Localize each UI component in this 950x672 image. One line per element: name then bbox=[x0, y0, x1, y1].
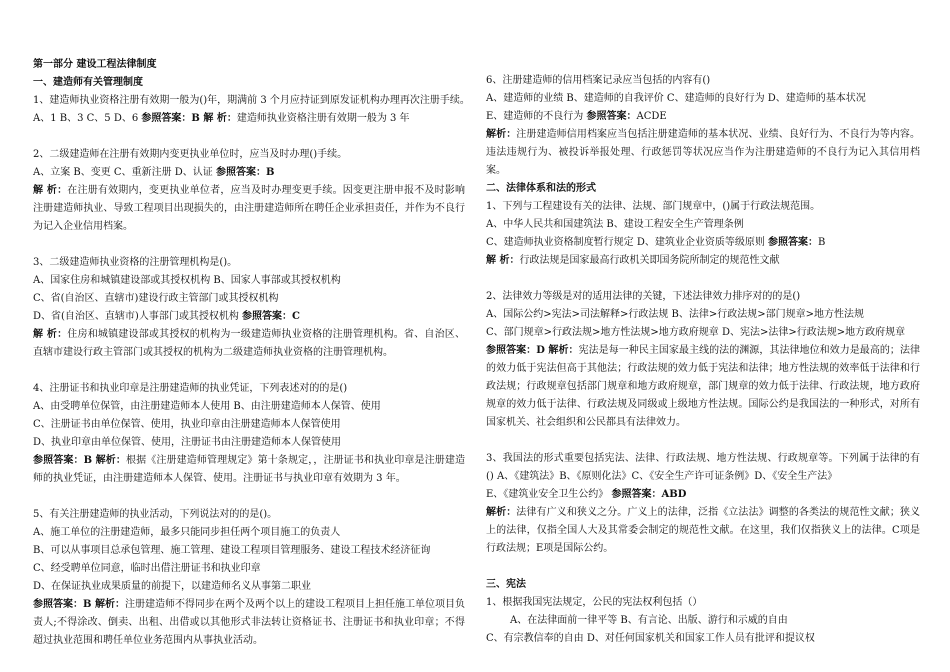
question-option-c: C、建造师执业资格制度暂行规定 D、建筑业企业资质等级原则 bbox=[486, 237, 769, 248]
explanation-text: 注册建造师不得同步在两个及两个以上的建设工程项目上担任施工单位项目负责人;不得涂改、倒卖、出租、出借或以其他形式非法转让资格证书、注册证书和执业印章；不得超过执业范围和聘任单位业务范围内从事执业活动。 bbox=[33, 599, 466, 646]
section-title: 三、宪法 bbox=[486, 579, 526, 590]
question-stem: 2、法律效力等级是对的适用法律的关键，下述法律效力排序对的的是() bbox=[486, 291, 801, 302]
answer-text: 建造师执业资格注册有效期一般为 3 年 bbox=[236, 113, 410, 124]
explanation-text: 行政法规是国家最高行政机关即国务院所制定的规范性文献 bbox=[519, 255, 780, 266]
question-options: A、立案 B、变更 C、重新注册 D、认证 bbox=[33, 167, 216, 178]
answer-label: 参照答案：B 解析： bbox=[33, 599, 125, 610]
spacer bbox=[486, 558, 920, 576]
answer-label: 参照答案：ABD bbox=[611, 489, 687, 500]
question-option: A、国际公约>宪法>司法解释>行政法规 B、法律>行政法规>部门规章>地方性法规 bbox=[486, 309, 865, 320]
question-option: C、经受聘单位同意，临时出借注册证书和执业印章 bbox=[33, 563, 261, 574]
question-stem: 1、下列与工程建设有关的法律、法规、部门规章中，()属于行政法规范围。 bbox=[486, 201, 821, 212]
question-option: A、中华人民共和国建筑法 B、建设工程安全生产管理条例 bbox=[486, 219, 744, 230]
question-option-e: E、建造师的不良行为 bbox=[486, 111, 587, 122]
question-option: B、可以从事项目总承包管理、施工管理、建设工程项目管理服务、建设工程技术经济征询 bbox=[33, 545, 431, 556]
answer-label: 参照答案：C bbox=[242, 311, 300, 322]
question-option: A、由受聘单位保管，由注册建造师本人使用 B、由注册建造师本人保管、使用 bbox=[33, 401, 381, 412]
explanation bbox=[33, 182, 465, 236]
spacer bbox=[486, 432, 920, 450]
question-stem: 2、二级建造师在注册有效期内变更执业单位时，应当及时办理()手续。 bbox=[33, 149, 348, 160]
explanation bbox=[486, 342, 920, 432]
spacer bbox=[33, 362, 465, 380]
part-title: 第一部分 建设工程法律制度 bbox=[33, 59, 157, 70]
explanation bbox=[486, 126, 920, 180]
question-stem: 3、我国法的形式重要包括宪法、法律、行政法规、地方性法规、行政规章等。下列属于法律的有() A、《建筑法》B、《原则化法》C、《安全生产许可证条例》D、《安全生产法》 bbox=[486, 453, 920, 482]
question-answer bbox=[486, 234, 920, 252]
question-stem: 1、建造师执业资格注册有效期一般为()年，期满前 3 个月应持证到原发证机构办理再次注册手续。 bbox=[33, 95, 470, 106]
answer-label: 参照答案： bbox=[586, 111, 637, 122]
explanation-text: 根据《注册建造师管理规定》第十条规定，，注册证书和执业印章是注册建造师的执业凭证，由注册建造师本人保管、使用。注册证书与执业印章有效期为 3 年。 bbox=[33, 455, 466, 484]
question-option: C、有宗教信奉的自由 D、对任何国家机关和国家工作人员有批评和提议权 bbox=[486, 633, 815, 644]
question-option: C、注册证书由单位保管、使用，执业印章由注册建造师本人保管使用 bbox=[33, 419, 341, 430]
explanation bbox=[33, 326, 465, 362]
explanation-label: 解析： bbox=[486, 507, 517, 518]
spacer bbox=[33, 488, 465, 506]
spacer bbox=[33, 128, 465, 146]
question-stem: 1、根据我国宪法规定，公民的宪法权利包括（） bbox=[486, 597, 703, 608]
question-option: D、在保证执业成果质量的前提下，以建造师名义从事第二职业 bbox=[33, 581, 312, 592]
question-option: A、在法律面前一律平等 B、有言论、出版、游行和示威的自由 bbox=[510, 615, 788, 626]
spacer bbox=[486, 270, 920, 288]
section-title: 二、法律体系和法的形式 bbox=[486, 183, 596, 194]
explanation-text: 住房和城镇建设部或其授权的机构为一级建造师执业资格的注册管理机构。省、自治区、直辖市建设行政主管部门或其授权的机构为二级建造师执业资格的注册管理机构。 bbox=[33, 329, 466, 358]
explanation-label: 解析： bbox=[486, 129, 517, 140]
explanation-label: 解 析： bbox=[33, 185, 68, 196]
question-option: D、执业印章由单位保管、使用，注册证书由注册建造师本人保管使用 bbox=[33, 437, 342, 448]
explanation-text: 宪法是每一种民主国家最主线的法的渊源，其法律地位和效力是最高的；法律的效力低于宪法但高于其他法；行政法规的效力低于宪法和法律；地方性法规的效率低于法律和行政法规；行政规章包括部门规章和地方政府规章，部门规章的效力低于法律、行政法规，地方政府规章的效力低于法律、行政法规及同级或上级地方性法规。国际公约是我国法的一种形式，对所有国家机关、社会组织和公民都具有法律效力。 bbox=[486, 345, 921, 428]
explanation-text: 在注册有效期内，变更执业单位者，应当及时办理变更手续。因变更注册申报不及时影响注册建造师执业、导致工程项目出现损失的，由注册建造师所在聘任企业承担责任，并作为不良行为记入企业信用档案。 bbox=[33, 185, 466, 232]
question-option-d: D、省(自治区、直辖市)人事部门或其授权机构 bbox=[33, 311, 242, 322]
question-option: A、施工单位的注册建造师，最多只能同步担任两个项目施工的负责人 bbox=[33, 527, 341, 538]
explanation bbox=[486, 504, 920, 558]
explanation bbox=[486, 252, 920, 270]
spacer bbox=[33, 236, 465, 254]
question-answer bbox=[486, 486, 920, 504]
question-answer bbox=[33, 110, 465, 128]
right-column bbox=[486, 72, 920, 648]
left-column bbox=[33, 56, 470, 650]
explanation-text: 法律有广义和狭义之分。广义上的法律，泛指《立法法》调整的各类法的规范性文献；狭义上的法律，仅指全国人大及其常委会制定的规范性文献。在这里，我们仅指狭义上的法律。C项是行政法规；E项是国际公约。 bbox=[486, 507, 921, 554]
answer-label: 参照答案： bbox=[768, 237, 819, 248]
answer-label: 参照答案：B 解 析： bbox=[141, 113, 237, 124]
question-stem: 5、有关注册建造师的执业活动，下列说法对的的是()。 bbox=[33, 509, 278, 520]
question-answer bbox=[33, 164, 465, 182]
explanation-label: 解 析： bbox=[486, 255, 520, 266]
explanation bbox=[33, 596, 465, 650]
explanation bbox=[33, 452, 465, 488]
question-option: A、国家住房和城镇建设部或其授权机构 B、国家人事部或其授权机构 bbox=[33, 275, 341, 286]
answer-value: ACDE bbox=[636, 111, 667, 122]
question-option: A、建造师的业绩 B、建造师的自我评价 C、建造师的良好行为 D、建造师的基本状况 bbox=[486, 93, 866, 104]
question-option-e: E、《建筑业安全卫生公约》 bbox=[486, 489, 612, 500]
section-title: 一、建造师有关管理制度 bbox=[33, 77, 143, 88]
answer-value: B bbox=[818, 237, 826, 248]
question-options: A、1 B、3 C、5 D、6 bbox=[33, 113, 142, 124]
question-stem: 4、注册证书和执业印章是注册建造师的执业凭证，下列表述对的的是() bbox=[33, 383, 348, 394]
question-stem: 6、注册建造师的信用档案记录应当包括的内容有() bbox=[486, 75, 711, 86]
explanation-label: 解 析： bbox=[33, 329, 68, 340]
question-option: C、省(自治区、直辖市)建设行政主管部门或其授权机构 bbox=[33, 293, 279, 304]
answer-label: 参照答案：D 解析： bbox=[486, 345, 579, 356]
question-option: C、部门规章>行政法规>地方性法规>地方政府规章 D、宪法>法律>行政法规>地方政府规章 bbox=[486, 327, 906, 338]
answer-label: 参照答案：B 解析： bbox=[33, 455, 127, 466]
question-answer bbox=[486, 108, 920, 126]
answer-label: 参照答案：B bbox=[215, 167, 275, 178]
question-stem: 3、二级建造师执业资格的注册管理机构是()。 bbox=[33, 257, 238, 268]
question-option bbox=[33, 308, 465, 326]
explanation-text: 注册建造师信用档案应当包括注册建造师的基本状况、业绩、良好行为、不良行为等内容。违法违规行为、被投诉举报处理、行政惩罚等状况应当作为注册建造师的不良行为记入其信用档案。 bbox=[486, 129, 921, 176]
